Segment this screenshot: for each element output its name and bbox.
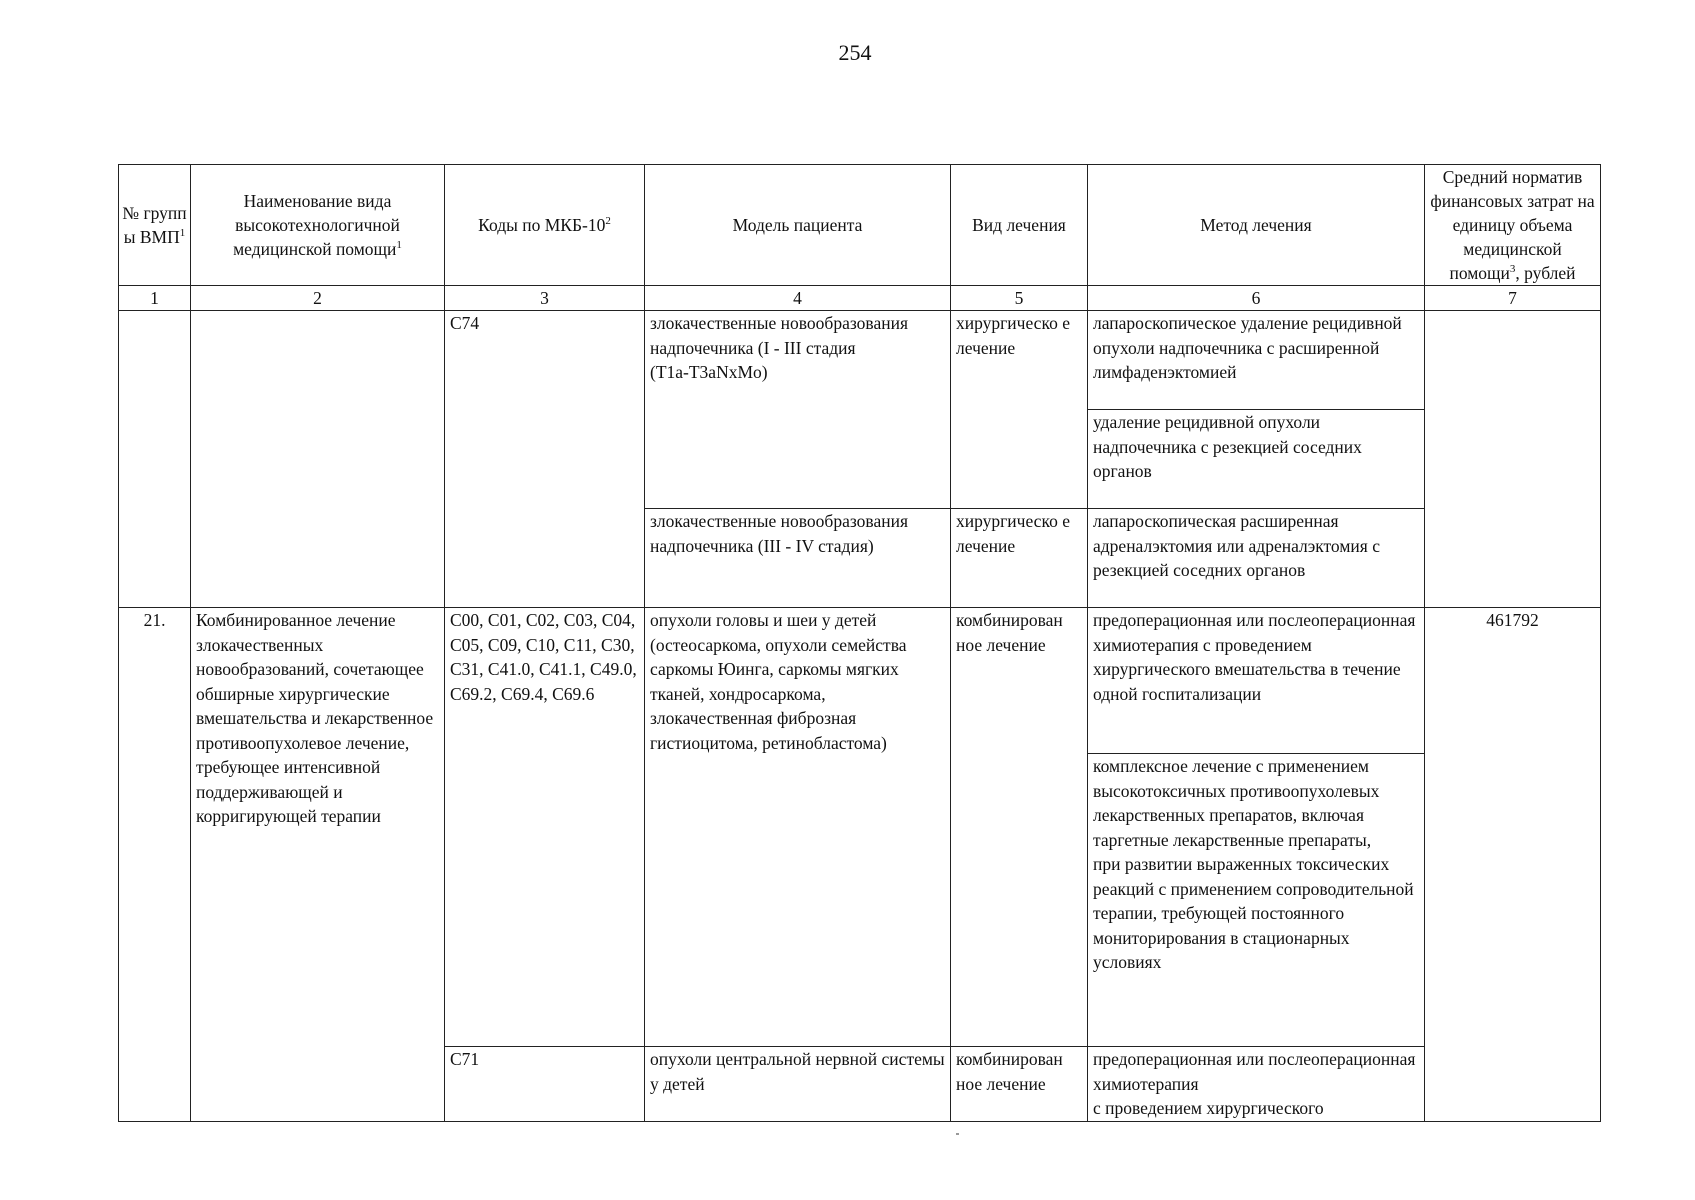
vmp-name-cell: Комбинированное лечение злокачественных новообразований, сочетающее обширные хирургические вмешательства и лекарственное противоопухолевое лечение, требующее интенсивной поддерживающей и корригирующей терапии [191, 608, 445, 1122]
treatment-type-cell: комбинирован ное лечение [951, 1047, 1088, 1122]
column-number: 7 [1425, 286, 1601, 311]
icd-codes-cell: C71 [445, 1047, 645, 1122]
scan-speck [956, 1133, 959, 1135]
treatment-method-cell: предоперационная или послеоперационная химиотерапия с проведением хирургического вмешательства в течение одной госпитализации [1088, 608, 1425, 754]
header-treatment-type: Вид лечения [951, 165, 1088, 286]
group-no-cell [119, 311, 191, 608]
column-number: 3 [445, 286, 645, 311]
header-row [119, 165, 1601, 286]
icd-codes-cell: C74 [445, 311, 645, 608]
header-cost-norm: Средний норматив финансовых затрат на единицу объема медицинской помощи$^3$, рублей [1425, 165, 1601, 286]
header-patient-model: Модель пациента [645, 165, 951, 286]
patient-model-cell: злокачественные новообразования надпочечника (I - III стадия (T1a-T3aNxMo) [645, 311, 951, 509]
treatment-method-cell: лапароскопическая расширенная адреналэктомия или адреналэктомия с резекцией соседних органов [1088, 509, 1425, 608]
treatment-type-cell: хирургическо е лечение [951, 311, 1088, 509]
column-number-row [119, 286, 1601, 311]
table-row [119, 311, 1601, 410]
treatment-type-cell: комбинирован ное лечение [951, 608, 1088, 1047]
header-vmp-name: Наименование вида высокотехнологичной медицинской помощи$^1$ [191, 165, 445, 286]
header-icd-codes: Коды по МКБ-$10^2$ [445, 165, 645, 286]
column-number: 5 [951, 286, 1088, 311]
column-number: 1 [119, 286, 191, 311]
column-number: 2 [191, 286, 445, 311]
vmp-name-cell [191, 311, 445, 608]
treatment-method-cell: удаление рецидивной опухоли надпочечника с резекцией соседних органов [1088, 410, 1425, 509]
treatment-method-cell: лапароскопическое удаление рецидивной опухоли надпочечника с расширенной лимфаденэктомией [1088, 311, 1425, 410]
table-row [119, 608, 1601, 754]
treatment-method-cell: комплексное лечение с применением высокотоксичных противоопухолевых лекарственных препаратов, включая таргетные лекарственные препараты, при развитии выраженных токсических реакций с применением сопроводительной терапии, требующей постоянного мониторирования в стационарных условиях [1088, 754, 1425, 1047]
header-treatment-method: Метод лечения [1088, 165, 1425, 286]
cost-norm-cell: 461792 [1425, 608, 1601, 1122]
treatment-method-cell: предоперационная или послеоперационная химиотерапия с проведением хирургического [1088, 1047, 1425, 1122]
patient-model-cell: злокачественные новообразования надпочечника (III - IV стадия) [645, 509, 951, 608]
column-number: 6 [1088, 286, 1425, 311]
page-number: 254 [838, 40, 872, 65]
patient-model-cell: опухоли головы и шеи у детей (остеосаркома, опухоли семейства саркомы Юинга, саркомы мягких тканей, хондросаркома, злокачественная фиброзная гистиоцитома, ретинобластома) [645, 608, 951, 1047]
icd-codes-cell: C00, C01, C02, C03, C04, C05, C09, C10, C11, C30, C31, C41.0, C41.1, C49.0, C69.2, C69.4, C69.6 [445, 608, 645, 1047]
column-number: 4 [645, 286, 951, 311]
vmp-table [118, 164, 1601, 1122]
header-group-no: № групп ы ВМП$^1$ [119, 165, 191, 286]
treatment-type-cell: хирургическо е лечение [951, 509, 1088, 608]
patient-model-cell: опухоли центральной нервной системы у детей [645, 1047, 951, 1122]
group-no-cell: 21. [119, 608, 191, 1122]
cost-norm-cell [1425, 311, 1601, 608]
